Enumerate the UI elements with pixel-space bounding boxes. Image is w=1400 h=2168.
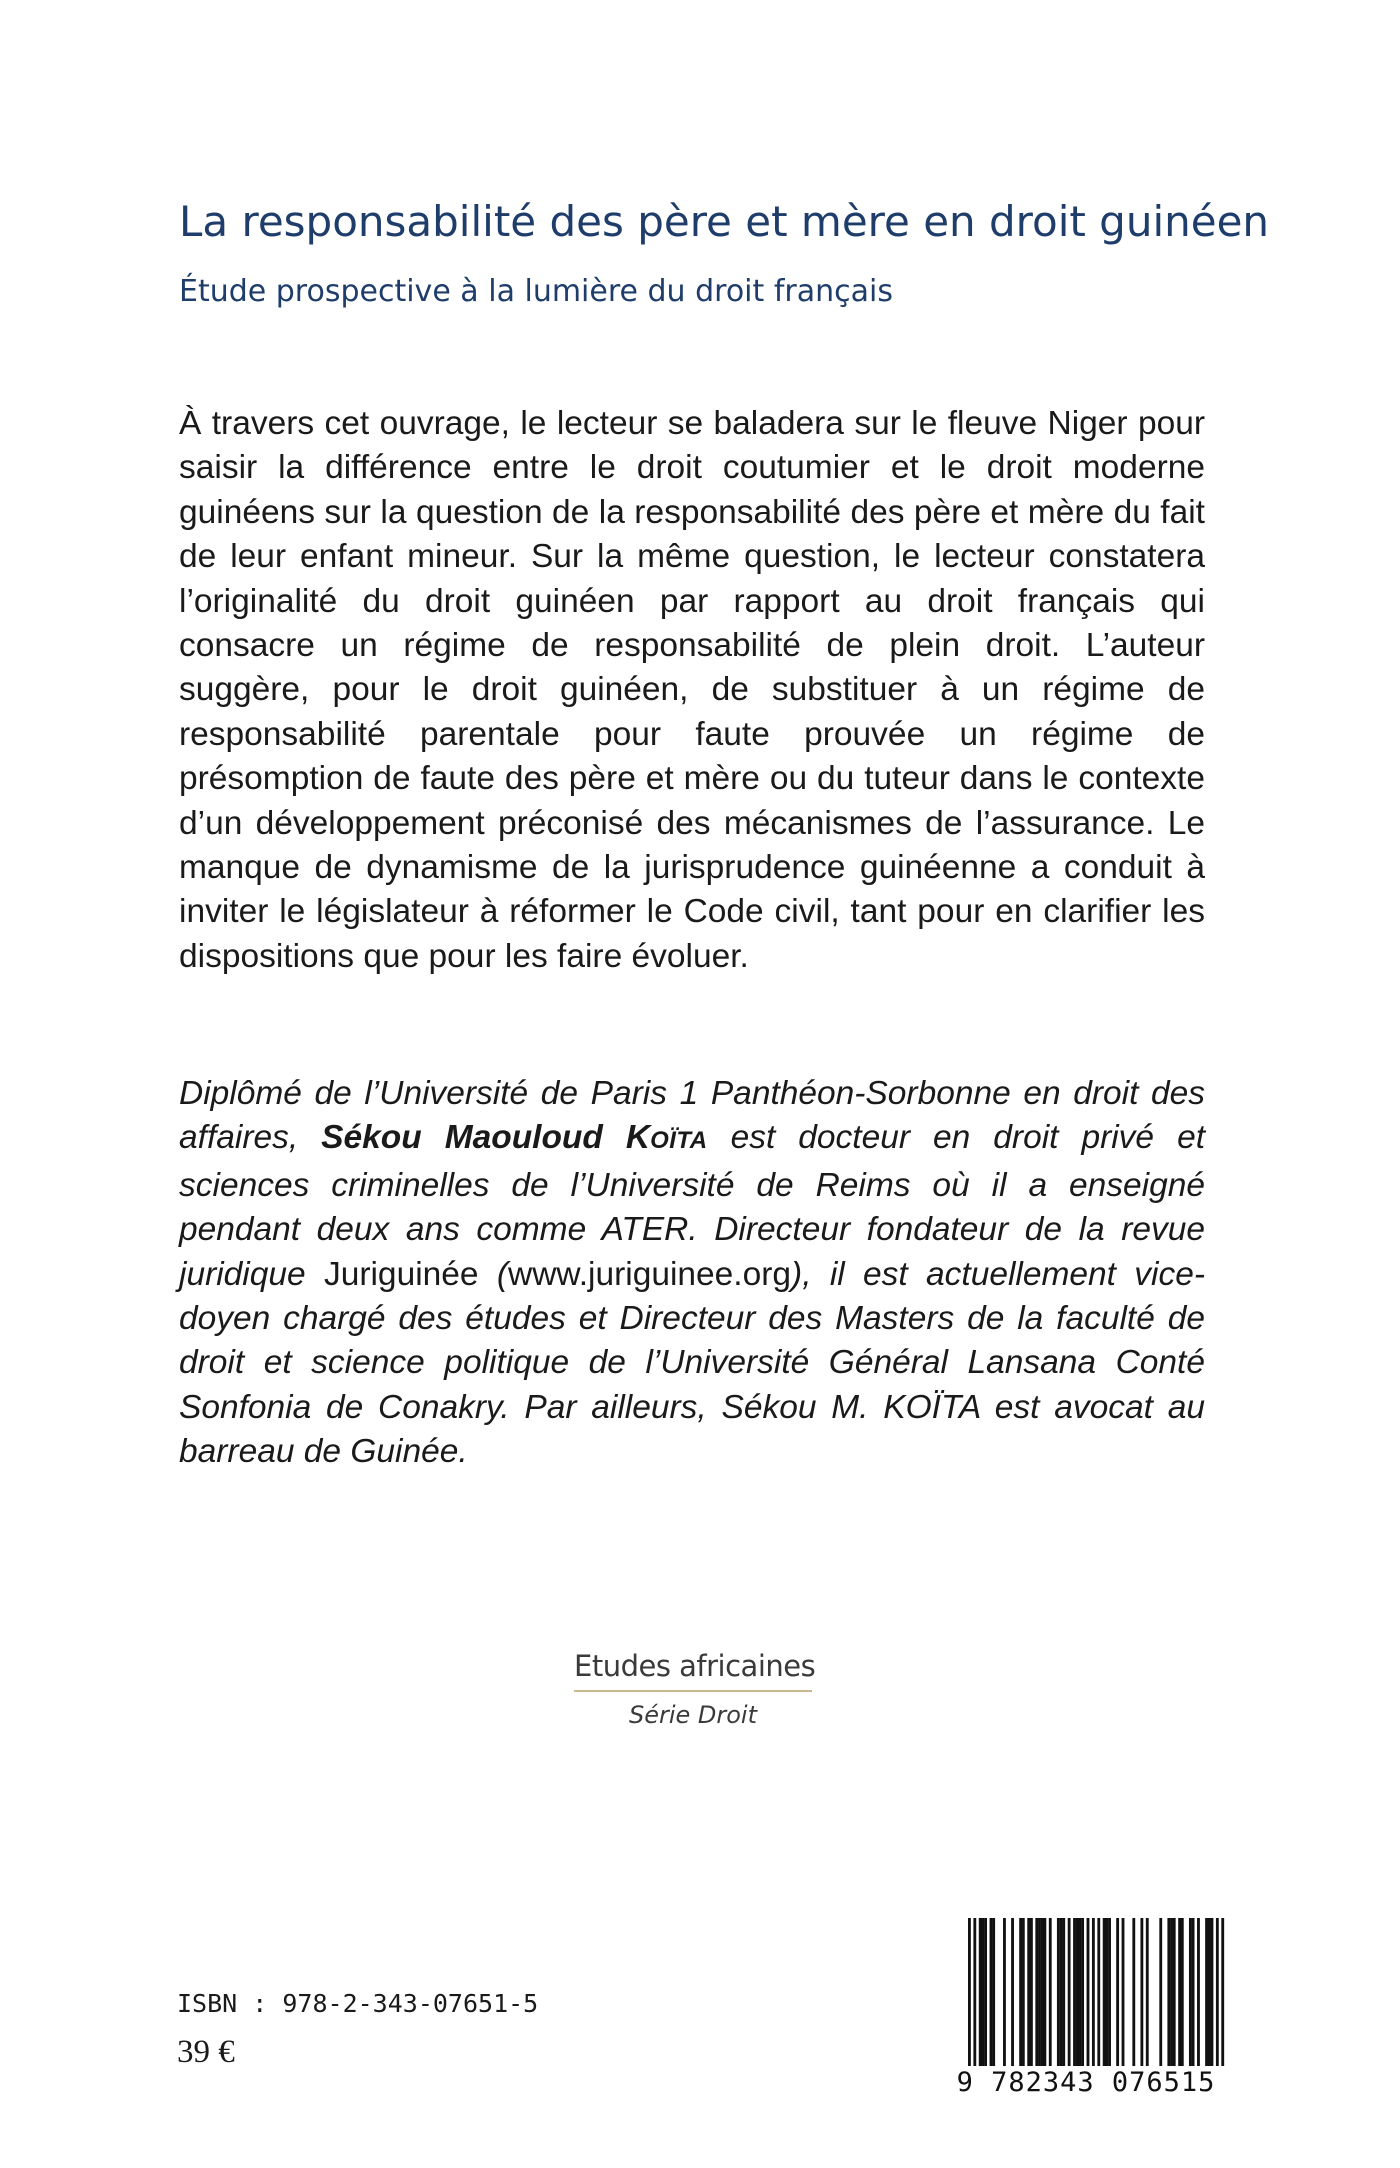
barcode-bar (1173, 1918, 1176, 2068)
series-badge (574, 1648, 816, 1730)
barcode-bar (1038, 1918, 1041, 2068)
barcode-bar (1057, 1918, 1060, 2068)
barcode-bar (1019, 1918, 1022, 2068)
barcode-bar (1211, 1918, 1214, 2068)
price-label: 39 € (177, 2034, 235, 2070)
barcode-bar (1081, 1918, 1084, 2068)
author-name: Sékou Maouloud KOÏTA (321, 1119, 708, 1157)
barcode-bar (1003, 1918, 1006, 2068)
barcode-bar (1122, 1918, 1125, 2068)
barcode-bar (1197, 1918, 1200, 2068)
barcode-bar (1208, 1918, 1211, 2068)
barcode-digits: 9 782343 076515 (946, 2066, 1226, 2100)
barcode-bar (1092, 1918, 1095, 2086)
bio-text-2: est docteur en droit privé et sciences criminelles de l’Université de Reims où il a enseigné pendant deux ans comme ATER. Directeur fondateur de la revue juridique (179, 1119, 1206, 1293)
barcode-bar (1116, 1918, 1119, 2068)
barcode-bar (1076, 1918, 1079, 2068)
barcode-bar (1181, 1918, 1184, 2068)
series-subtitle: Série Droit (628, 1701, 758, 1729)
author-bio (179, 1072, 1205, 1475)
barcode-bar (1027, 1918, 1030, 2068)
book-subtitle: Étude prospective à la lumière du droit français (179, 274, 893, 309)
journal-website: www.juriguinee.org (508, 1255, 792, 1293)
series-name: Etudes africaines (574, 1649, 816, 1683)
book-summary: À travers cet ouvrage, le lecteur se baladera sur le fleuve Niger pour saisir la différence entre le droit coutumier et le droit moderne guinéens sur la question de la responsabilité des père et mère du fait de leur enfant mineur. Sur la même question, le lecteur constatera l’originalité du droit guinéen par rapport au droit français qui consacre un régime de responsabilité de plein droit. L’auteur suggère, pour le droit guinéen, de substituer à un régime de responsabilité parentale pour faute prouvée un régime de présomption de faute des père et mère ou du tuteur dans le contexte d’un développement préconisé des mécanismes de l’assurance. Le manque de dynamisme de la jurisprudence guinéenne a conduit à inviter le législateur à réformer le Code civil, tant pour en clarifier les dispositions que pour les faire évoluer. (179, 405, 1205, 975)
barcode-bar (1043, 1918, 1046, 2068)
barcode-bar (1132, 1918, 1135, 2068)
barcode-bar (968, 1918, 971, 2086)
bio-text-3: ( (478, 1255, 508, 1293)
barcode-bar (990, 1918, 993, 2068)
barcode-bar (1159, 1918, 1162, 2068)
barcode (946, 1918, 1226, 2108)
bio-text-1: Diplômé de l’Université de Paris 1 Panthéon-Sorbonne en droit des affaires, (179, 1075, 1205, 1157)
barcode-bar (1167, 1918, 1170, 2068)
barcode-bar (1087, 1918, 1090, 2068)
isbn-label: ISBN : 978-2-343-07651-5 (177, 1989, 539, 2018)
barcode-bar (1108, 1918, 1111, 2068)
barcode-bar (1205, 1918, 1208, 2068)
barcode-bar (979, 1918, 982, 2068)
journal-name: Juriguinée (323, 1255, 479, 1293)
barcode-bar (1216, 1918, 1219, 2086)
barcode-bar (981, 1918, 984, 2068)
barcode-bar (1049, 1918, 1052, 2068)
barcode-bar (1189, 1918, 1192, 2068)
bio-text-4: ), il est actuellement vice-doyen chargé des études et Directeur des Masters de la faculté de droit et science politique de l’Université Général Lansana Conté Sonfonia de Conakry. Par ailleurs, Sékou M. KOÏTA est avocat au barreau de Guinée. (179, 1255, 1205, 1471)
barcode-bar (1105, 1918, 1108, 2068)
series-divider (574, 1690, 812, 1692)
barcode-bar (1192, 1918, 1195, 2068)
barcode-bar (1060, 1918, 1063, 2068)
author-name-smallcaps: OÏTA (650, 1127, 708, 1155)
barcode-bar (1078, 1918, 1081, 2068)
barcode-bar (1030, 1918, 1033, 2068)
barcode-bar (1011, 1918, 1014, 2068)
barcode-bar (1170, 1918, 1173, 2068)
book-title: La responsabilité des père et mère en droit guinéen (179, 197, 1270, 246)
barcode-bar (1022, 1918, 1025, 2068)
barcode-bar (1103, 1918, 1106, 2068)
barcode-bar (973, 1918, 976, 2086)
barcode-bar (1068, 1918, 1071, 2068)
barcode-bar (1146, 1918, 1149, 2068)
barcode-bar (1140, 1918, 1143, 2068)
barcode-bar (1178, 1918, 1181, 2068)
barcode-bar (1041, 1918, 1044, 2068)
barcode-bar (1221, 1918, 1224, 2086)
barcode-bar (1097, 1918, 1100, 2086)
barcode-bar (992, 1918, 995, 2068)
barcode-bar (1062, 1918, 1065, 2068)
barcode-bar (1073, 1918, 1076, 2068)
barcode-bar (1035, 1918, 1038, 2068)
barcode-bar (984, 1918, 987, 2068)
